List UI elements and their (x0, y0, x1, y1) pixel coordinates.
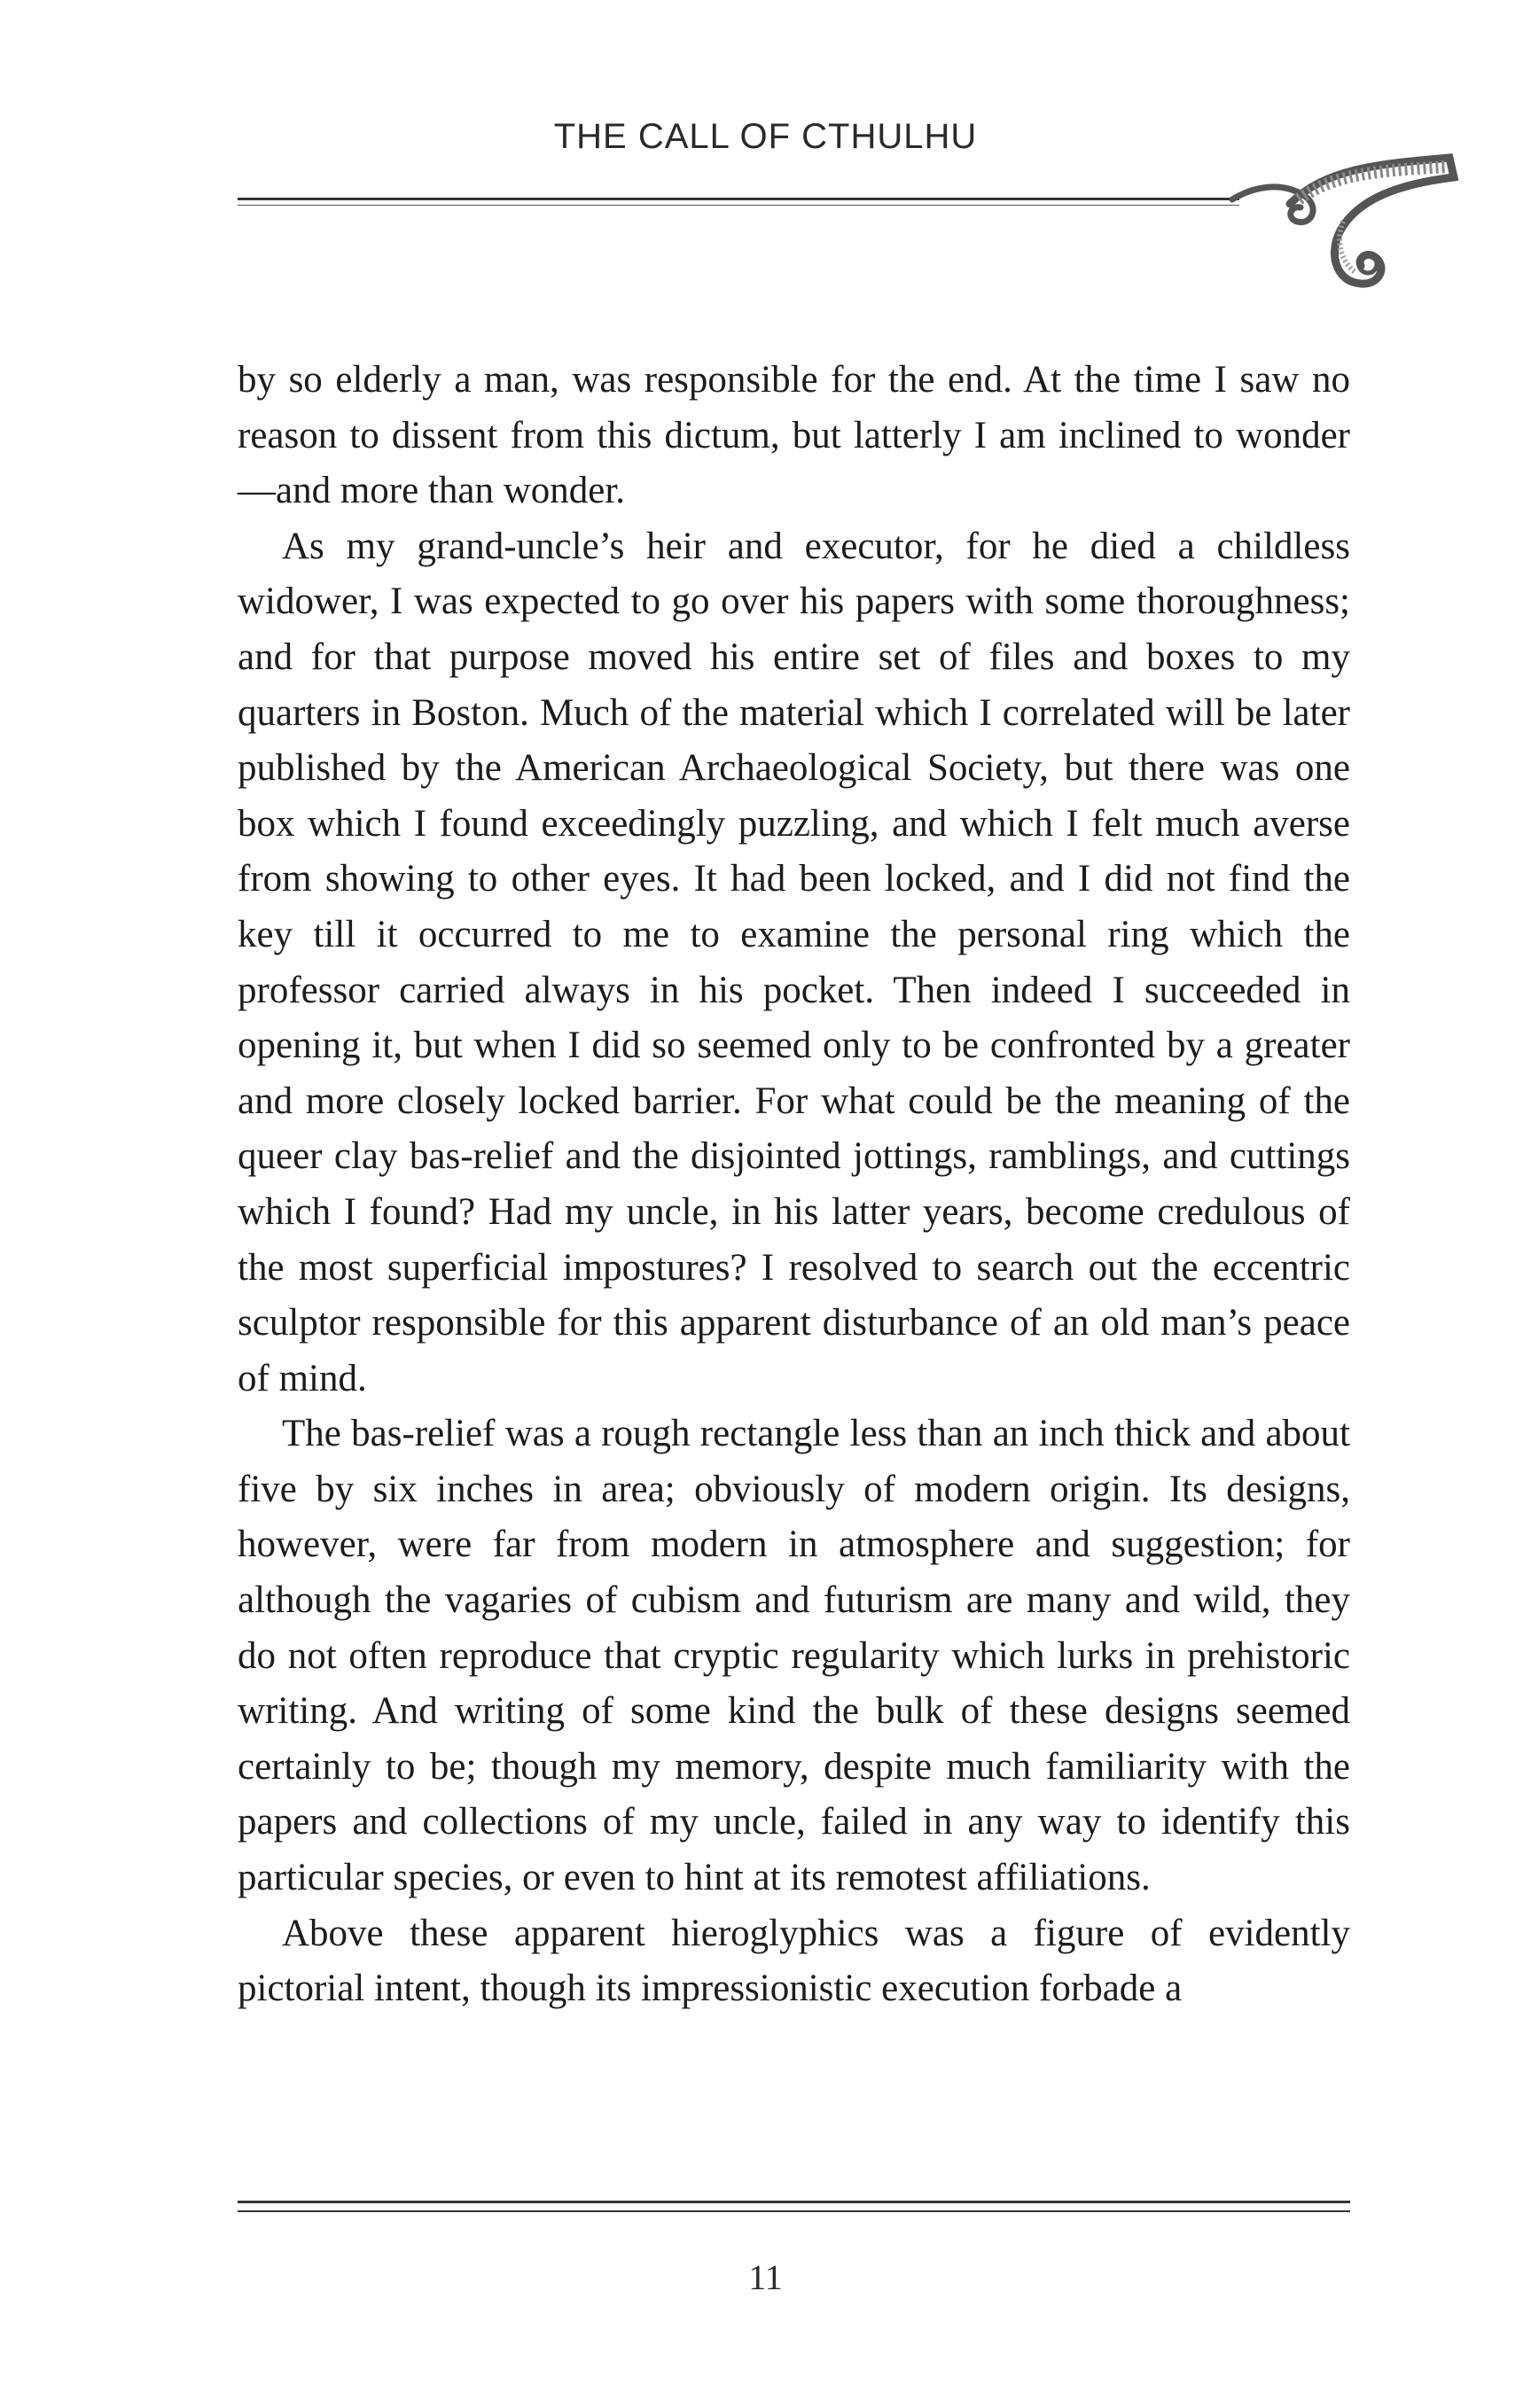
paragraph: Above these apparent hieroglyphics was a figure of evidently pictorial intent, though its impressionistic execution forbade a (238, 1912, 1350, 2010)
footer-rule-thin (238, 2210, 1350, 2212)
page-number: 11 (748, 2257, 783, 2297)
header-rule (238, 198, 1239, 200)
footer-rule (238, 2201, 1350, 2203)
paragraph: The bas-relief was a rough rectangle less than an inch thick and about five by six inches in area; obviously of modern origin. Its designs, however, were far from modern in atmosphere and suggestion; for although the vagaries of cubism and futurism are many and wild, they do not often reproduce that cryptic regularity which lurks in prehistoric writing. And writing of some kind the bulk of these designs seemed certainly to be; though my memory, despite much familiarity with the papers and collections of my uncle, failed in any way to identify this particular species, or even to hint at its remotest affiliations. (238, 1413, 1350, 1899)
body-text (238, 353, 1350, 2017)
running-head-title: THE CALL OF CTHULHU (553, 117, 978, 156)
tentacle-ornament-icon (1228, 151, 1458, 301)
paragraph: As my grand-uncle’s heir and executor, for he died a childless widower, I was expected to go over his papers with some thoroughness; and for that purpose moved his entire set of files and boxes to my quarters in Boston. Much of the material which I correlated will be later published by the American Archaeological Society, but there was one box which I found exceedingly puzzling, and which I felt much averse from showing to other eyes. It had been locked, and I did not find the key till it occurred to me to examine the personal ring which the professor carried always in his pocket. Then indeed I succeeded in opening it, but when I did so seemed only to be confronted by a greater and more closely locked barrier. For what could be the meaning of the queer clay bas-relief and the disjointed jottings, ramblings, and cuttings which I found? Had my uncle, in his latter years, become credulous of the most superficial impostures? I resolved to search out the eccentric sculptor responsible for this apparent disturbance of an old man’s peace of mind. (238, 525, 1350, 1399)
paragraph: by so elderly a man, was responsible for the end. At the time I saw no reason to dissent from this dictum, but latterly I am inclined to wonder—and more than wonder. (238, 359, 1350, 512)
header-rule-thin (238, 205, 1239, 206)
